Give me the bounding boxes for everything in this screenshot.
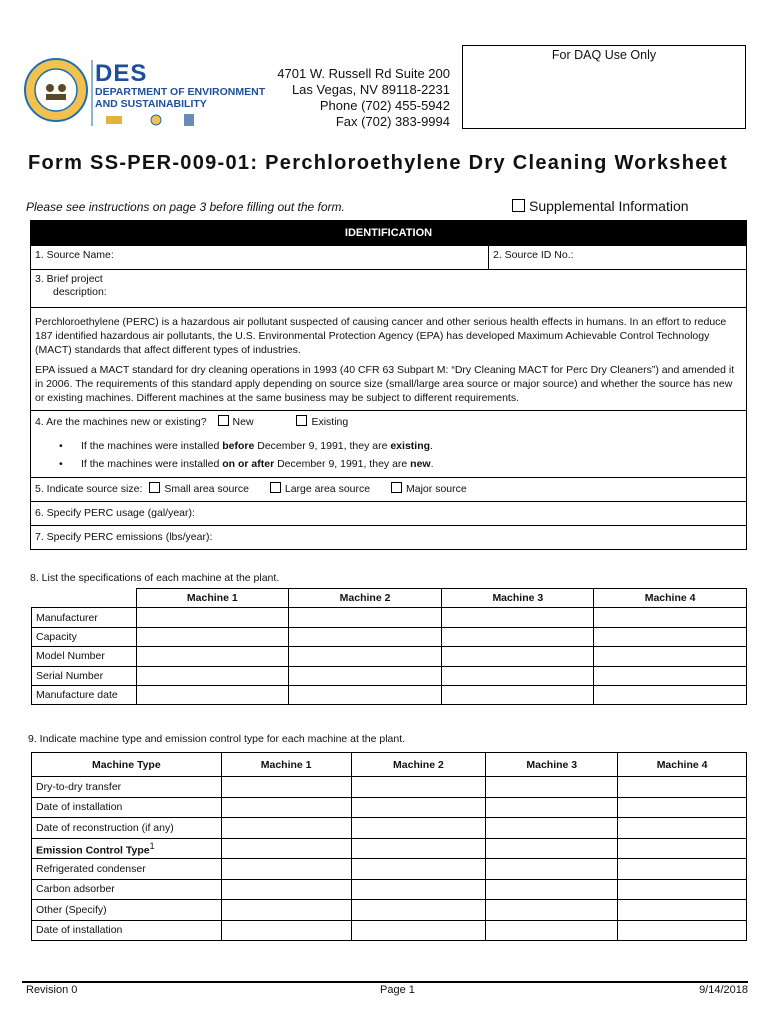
table-cell[interactable] bbox=[594, 666, 747, 685]
table-cell[interactable] bbox=[288, 627, 442, 646]
small-area-checkbox[interactable] bbox=[149, 482, 160, 493]
footer-divider bbox=[22, 981, 748, 983]
row-label: Date of installation bbox=[32, 920, 222, 941]
table-cell[interactable] bbox=[618, 777, 747, 798]
source-row bbox=[31, 245, 746, 269]
table-cell[interactable] bbox=[351, 920, 486, 941]
supplemental-checkbox[interactable] bbox=[512, 199, 525, 212]
source-id-field[interactable] bbox=[489, 246, 578, 269]
perc-paragraph-1: Perchloroethylene (PERC) is a hazardous air pollutant suspected of causing cancer and other serious health effects in humans. In an effort to reduce 187 identified hazardous air pollutants, the U.S. Environmental Protection Agency (EPA) has developed Maximum Achievable Control Technology (MACT) standards that affect different types of industries. bbox=[35, 316, 727, 356]
row-label: Date of reconstruction (if any) bbox=[32, 818, 222, 839]
q9-prompt: 9. Indicate machine type and emission control type for each machine at the plant. bbox=[28, 733, 406, 745]
column-header: Machine 3 bbox=[442, 589, 594, 608]
agency-short-name: DES bbox=[95, 60, 148, 87]
table-row bbox=[32, 879, 747, 900]
table-cell[interactable] bbox=[221, 838, 351, 859]
agency-name-line2: AND SUSTAINABILITY bbox=[95, 98, 207, 110]
table-row bbox=[32, 627, 747, 646]
major-source-checkbox[interactable] bbox=[391, 482, 402, 493]
perc-info-row bbox=[31, 307, 746, 410]
row-label: Manufacturer bbox=[32, 608, 137, 627]
table-row bbox=[32, 647, 747, 666]
column-header: Machine 3 bbox=[486, 753, 618, 777]
revision-date: 9/14/2018 bbox=[699, 984, 748, 996]
table-cell[interactable] bbox=[288, 685, 442, 704]
identification-heading: IDENTIFICATION bbox=[31, 221, 746, 245]
table-cell[interactable] bbox=[618, 920, 747, 941]
perc-usage-label: 6. Specify PERC usage (gal/year): bbox=[35, 507, 195, 519]
bullet-existing: • If the machines were installed before December 9, 1991, they are existing. bbox=[81, 437, 746, 455]
column-header: Machine Type bbox=[32, 753, 222, 777]
fax-line: Fax (702) 383-9994 bbox=[335, 114, 450, 129]
perc-emissions-label: 7. Specify PERC emissions (lbs/year): bbox=[35, 531, 213, 543]
table-cell[interactable] bbox=[221, 879, 351, 900]
table-cell[interactable] bbox=[136, 666, 288, 685]
phone-line: Phone (702) 455-5942 bbox=[319, 98, 450, 113]
table-cell[interactable] bbox=[618, 900, 747, 921]
table-cell[interactable] bbox=[594, 685, 747, 704]
table-cell[interactable] bbox=[351, 797, 486, 818]
table-cell[interactable] bbox=[136, 685, 288, 704]
row-label: Carbon adsorber bbox=[32, 879, 222, 900]
table-cell[interactable] bbox=[486, 900, 618, 921]
existing-label: Existing bbox=[311, 416, 349, 428]
address-line: Las Vegas, NV 89118-2231 bbox=[291, 82, 450, 97]
table-cell[interactable] bbox=[136, 627, 288, 646]
row-label: Other (Specify) bbox=[32, 900, 222, 921]
source-size-row bbox=[31, 477, 746, 501]
table-row bbox=[32, 685, 747, 704]
perc-usage-field[interactable] bbox=[31, 501, 746, 525]
table-row bbox=[32, 797, 747, 818]
brief-project-row[interactable] bbox=[31, 269, 746, 307]
row-label: Model Number bbox=[32, 647, 137, 666]
table-cell[interactable] bbox=[486, 797, 618, 818]
table-cell[interactable] bbox=[486, 920, 618, 941]
instructions-note: Please see instructions on page 3 before filling out the form. bbox=[26, 200, 345, 214]
table-cell[interactable] bbox=[486, 879, 618, 900]
new-label: New bbox=[232, 416, 254, 428]
row-label: Manufacture date bbox=[32, 685, 137, 704]
existing-option[interactable] bbox=[296, 416, 348, 428]
small-area-label: Small area source bbox=[164, 483, 249, 495]
q5-label: 5. Indicate source size: bbox=[35, 483, 143, 495]
source-id-label: 2. Source ID No.: bbox=[493, 249, 574, 261]
column-header: Machine 4 bbox=[618, 753, 747, 777]
table-cell[interactable] bbox=[221, 777, 351, 798]
large-area-option[interactable] bbox=[270, 483, 370, 495]
machine-specifications-table bbox=[31, 588, 747, 705]
table-cell[interactable] bbox=[351, 879, 486, 900]
supplemental-label: Supplemental Information bbox=[529, 198, 689, 214]
row-label bbox=[32, 838, 222, 859]
table-row bbox=[32, 920, 747, 941]
table-row bbox=[32, 608, 747, 627]
row-label: Refrigerated condenser bbox=[32, 859, 222, 880]
table-cell[interactable] bbox=[442, 685, 594, 704]
table-header-row bbox=[32, 753, 747, 777]
identification-section bbox=[30, 220, 747, 550]
major-source-option[interactable] bbox=[391, 483, 467, 495]
machine-age-row bbox=[31, 410, 746, 477]
daq-use-only-box bbox=[462, 45, 746, 129]
table-cell[interactable] bbox=[594, 647, 747, 666]
new-checkbox[interactable] bbox=[218, 415, 229, 426]
q4-label: 4. Are the machines new or existing? bbox=[35, 416, 207, 428]
row-label: Serial Number bbox=[32, 666, 137, 685]
supplemental-information[interactable] bbox=[512, 198, 689, 214]
column-header: Machine 2 bbox=[351, 753, 486, 777]
table-row bbox=[32, 777, 747, 798]
source-name-label: 1. Source Name: bbox=[35, 249, 114, 261]
footnote-marker: 1 bbox=[149, 840, 155, 851]
table-cell[interactable] bbox=[442, 647, 594, 666]
row-label: Dry-to-dry transfer bbox=[32, 777, 222, 798]
source-name-field[interactable] bbox=[31, 246, 489, 269]
large-area-label: Large area source bbox=[284, 483, 371, 495]
table-cell[interactable] bbox=[486, 859, 618, 880]
table-cell[interactable] bbox=[351, 777, 486, 798]
table-cell[interactable] bbox=[351, 838, 486, 859]
table-cell[interactable] bbox=[221, 797, 351, 818]
table-cell[interactable] bbox=[442, 666, 594, 685]
table-cell[interactable] bbox=[288, 666, 442, 685]
table-cell[interactable] bbox=[618, 818, 747, 839]
daq-use-only-label: For DAQ Use Only bbox=[551, 48, 657, 62]
table-row bbox=[32, 859, 747, 880]
table-cell[interactable] bbox=[136, 647, 288, 666]
major-source-label: Major source bbox=[406, 483, 467, 495]
table-cell[interactable] bbox=[221, 900, 351, 921]
column-header: Machine 4 bbox=[594, 589, 747, 608]
table-cell[interactable] bbox=[351, 859, 486, 880]
column-header: Machine 2 bbox=[288, 589, 442, 608]
machine-type-table bbox=[31, 752, 747, 941]
table-cell[interactable] bbox=[594, 608, 747, 627]
table-cell[interactable] bbox=[486, 777, 618, 798]
table-cell[interactable] bbox=[486, 838, 618, 859]
table-header-row bbox=[32, 589, 747, 608]
form-title: Form SS-PER-009-01: Perchloroethylene Dry Cleaning Worksheet bbox=[28, 152, 729, 174]
revision-label: Revision 0 bbox=[26, 984, 78, 996]
brief-project-label: 3. Brief project bbox=[35, 273, 103, 285]
bullet-new: • If the machines were installed on or after December 9, 1991, they are new. bbox=[81, 455, 746, 473]
table-cell[interactable] bbox=[486, 818, 618, 839]
new-option[interactable] bbox=[218, 416, 254, 428]
existing-checkbox[interactable] bbox=[296, 415, 307, 426]
table-cell[interactable] bbox=[618, 879, 747, 900]
table-cell[interactable] bbox=[442, 608, 594, 627]
table-row bbox=[32, 666, 747, 685]
large-area-checkbox[interactable] bbox=[270, 482, 281, 493]
table-cell[interactable] bbox=[618, 859, 747, 880]
table-cell[interactable] bbox=[288, 608, 442, 627]
page-number: Page 1 bbox=[380, 984, 415, 996]
table-cell[interactable] bbox=[351, 900, 486, 921]
corner-cell bbox=[32, 589, 137, 608]
address-line: 4701 W. Russell Rd Suite 200 bbox=[277, 66, 450, 81]
table-row bbox=[32, 900, 747, 921]
table-cell[interactable] bbox=[136, 608, 288, 627]
table-cell[interactable] bbox=[594, 627, 747, 646]
column-header: Machine 1 bbox=[136, 589, 288, 608]
header-divider bbox=[91, 60, 93, 126]
column-header: Machine 1 bbox=[221, 753, 351, 777]
table-row bbox=[32, 818, 747, 839]
table-cell[interactable] bbox=[221, 859, 351, 880]
table-cell[interactable] bbox=[442, 627, 594, 646]
clark-county-seal-icon bbox=[24, 58, 88, 122]
table-cell[interactable] bbox=[618, 797, 747, 818]
table-cell[interactable] bbox=[618, 838, 747, 859]
agency-name-line1: DEPARTMENT OF ENVIRONMENT bbox=[95, 86, 266, 98]
brief-project-label-cont: description: bbox=[53, 286, 107, 298]
perc-emissions-field[interactable] bbox=[31, 525, 746, 549]
q8-prompt: 8. List the specifications of each machine at the plant. bbox=[30, 572, 280, 584]
row-label: Capacity bbox=[32, 627, 137, 646]
table-row bbox=[32, 838, 747, 859]
emission-control-label: Emission Control Type bbox=[36, 844, 150, 856]
table-cell[interactable] bbox=[221, 920, 351, 941]
partner-logos-icon bbox=[100, 112, 210, 128]
small-area-option[interactable] bbox=[149, 483, 249, 495]
agency-address bbox=[277, 66, 450, 130]
table-cell[interactable] bbox=[221, 818, 351, 839]
table-cell[interactable] bbox=[288, 647, 442, 666]
perc-paragraph-2: EPA issued a MACT standard for dry cleaning operations in 1993 (40 CFR 63 Subpart M: “Dry Cleaning MACT for Perc Dry Cleaners”) and amended it in 2006. The requirements of this standard apply depending on source size (small/large area source or major source) and whether the source has new or existing machines. Different machines at the same business may be subject to different requirements. bbox=[35, 364, 735, 404]
table-cell[interactable] bbox=[351, 818, 486, 839]
row-label: Date of installation bbox=[32, 797, 222, 818]
machine-age-bullets bbox=[31, 433, 746, 477]
